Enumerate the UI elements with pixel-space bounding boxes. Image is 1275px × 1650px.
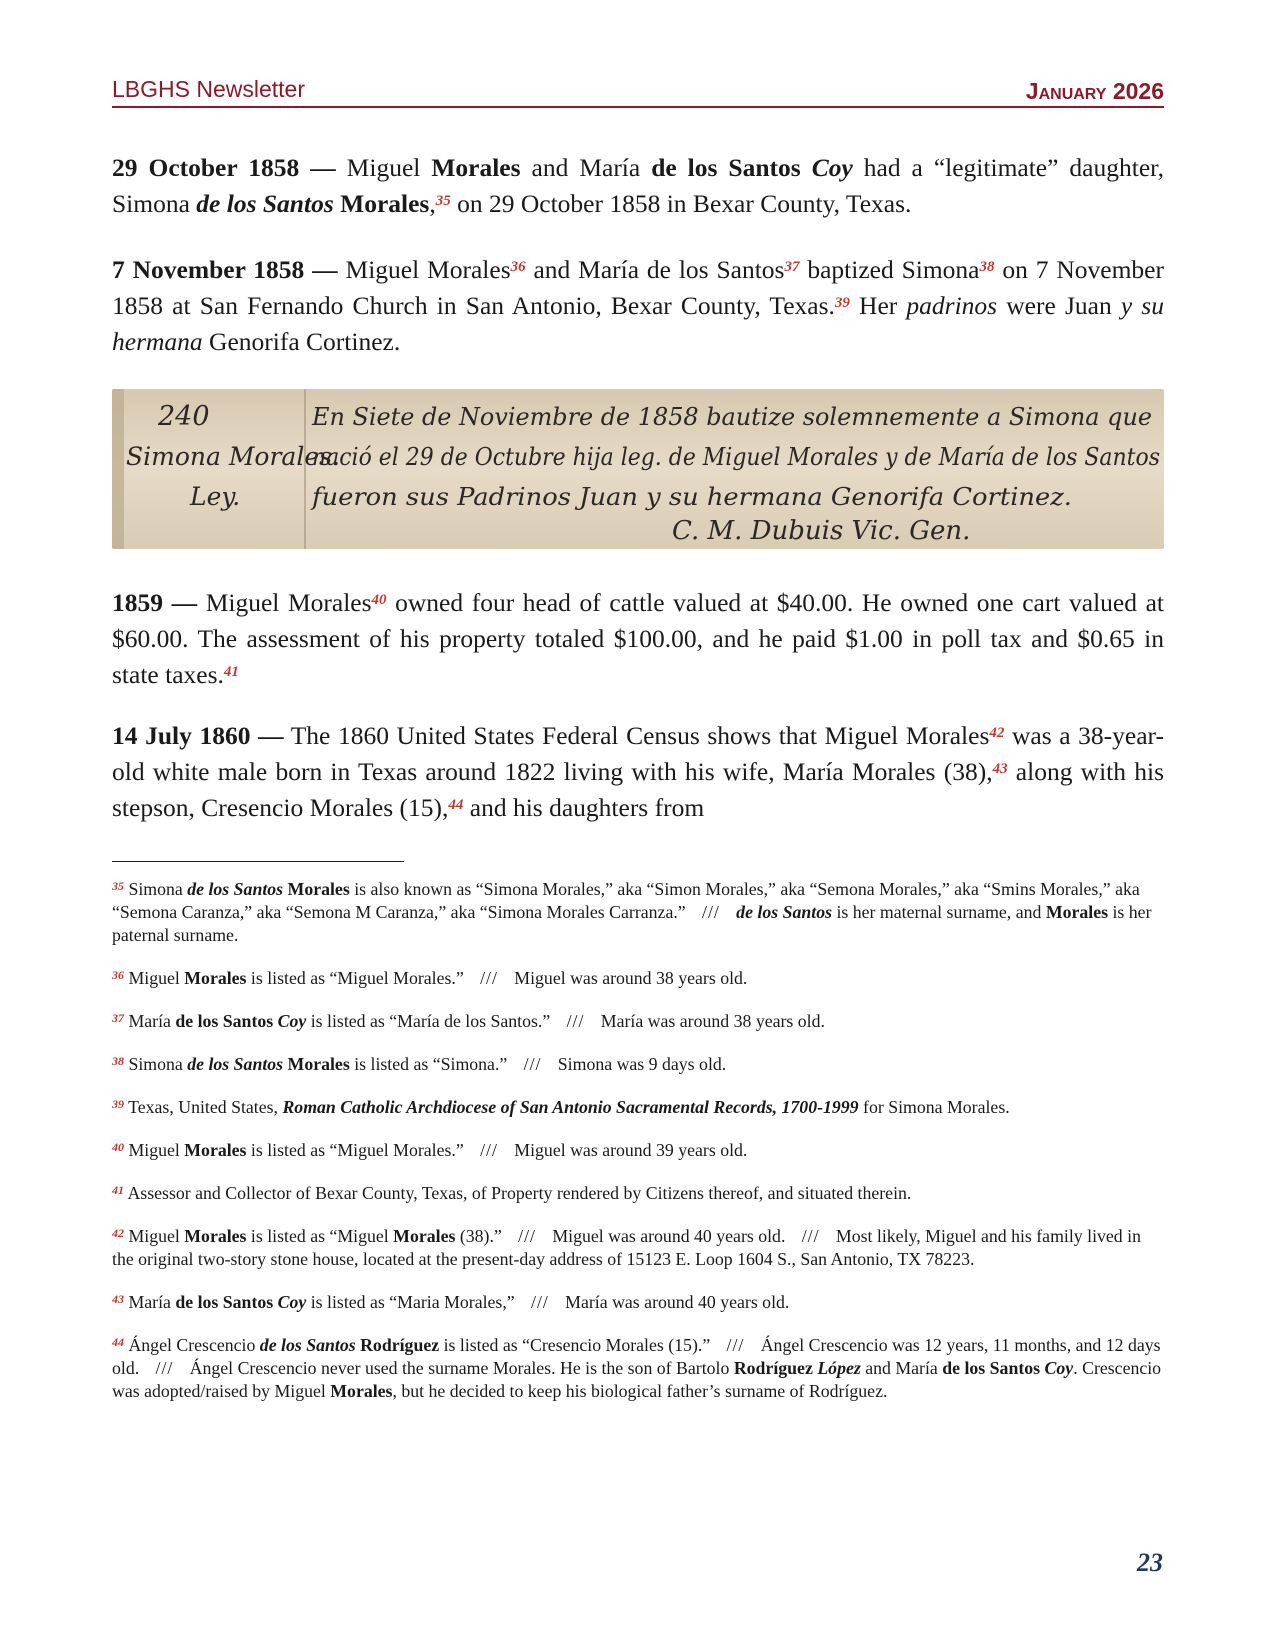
record-line: En Siete de Noviembre de 1858 bautize solemnemente a Simona que	[311, 403, 1152, 431]
entry-date: 7 November 1858 —	[112, 255, 338, 284]
footnote-ref[interactable]: 37	[784, 259, 800, 275]
entry-date: 1859 —	[112, 588, 198, 617]
record-line: nació el 29 de Octubre hija leg. de Miguel Morales y de María de los Santos	[312, 443, 1160, 471]
paragraph-1860-census: 14 July 1860 — The 1860 United States Federal Census shows that Miguel Morales$^{42}$ was a 38-year-old white male born in Texas around 1822 living with his wife, María Morales (38),$^{43}$ along with his stepson, Cresencio Morales (15),$^{44}$ and his daughters from	[112, 721, 1164, 822]
entry-date: 29 October 1858 —	[112, 153, 336, 182]
page-number: 23	[1137, 1548, 1163, 1577]
footnotes	[112, 878, 1164, 1423]
footnote-ref[interactable]: 35	[435, 193, 451, 209]
footnote-ref[interactable]: 38	[979, 259, 995, 275]
footnote-ref[interactable]: 36	[510, 259, 526, 275]
register-number: 240	[158, 401, 210, 432]
register-status: Ley.	[190, 482, 241, 511]
entry-date: 14 July 1860 —	[112, 721, 284, 750]
footnote-44: $^{44}$ Ángel Crescencio de los Santos Rodríguez is listed as “Cresencio Morales (15).” /// Ángel Crescencio was 12 years, 11 months, and 12 days old. /// Ángel Crescencio never used the surname Morales. He is the son of Bartolo Rodríguez López and María de los Santos Coy. Crescencio was adopted/raised by Miguel Morales, but he decided to keep his biological father’s surname of Rodríguez.	[112, 1335, 1162, 1401]
footnote-41: $^{41}$ Assessor and Collector of Bexar County, Texas, of Property rendered by Citizens thereof, and situated therein.	[112, 1183, 912, 1203]
priest-signature: C. M. Dubuis Vic. Gen.	[672, 516, 971, 546]
footnote-ref[interactable]: 42	[989, 725, 1005, 741]
footnote-43: $^{43}$ María de los Santos Coy is listed as “Maria Morales,” /// María was around 40 years old.	[112, 1292, 790, 1312]
issue-date: January 2026	[1025, 78, 1164, 104]
paragraph-1859: 1859 — Miguel Morales$^{40}$ owned four head of cattle valued at $40.00. He owned one cart valued at $60.00. The assessment of his property totaled $100.00, and he paid $1.00 in poll tax and $0.65 in state taxes.$^{41}$	[112, 588, 1164, 689]
paragraph-birth: 29 October 1858 — Miguel Morales and María de los Santos Coy had a “legitimate” daughter, Simona de los Santos Morales,$^{35}$ on 29 October 1858 in Bexar County, Texas.	[112, 153, 1164, 218]
footnote-ref[interactable]: 43	[992, 761, 1008, 777]
footnote-ref[interactable]: 40	[371, 592, 387, 608]
footnote-37: $^{37}$ María de los Santos Coy is listed as “María de los Santos.” /// María was around 38 years old.	[112, 1011, 825, 1031]
footnote-38: $^{38}$ Simona de los Santos Morales is listed as “Simona.” /// Simona was 9 days old.	[112, 1054, 727, 1074]
footnote-ref[interactable]: 44	[448, 797, 464, 813]
record-line: fueron sus Padrinos Juan y su hermana Genorifa Cortinez.	[309, 483, 1073, 511]
manuscript-scan	[112, 389, 1164, 549]
footnote-divider	[112, 861, 404, 862]
footnote-39: $^{39}$ Texas, United States, Roman Catholic Archdiocese of San Antonio Sacramental Records, 1700-1999 for Simona Morales.	[112, 1097, 1010, 1117]
footnote-40: $^{40}$ Miguel Morales is listed as “Miguel Morales.” /// Miguel was around 39 years old.	[112, 1140, 748, 1160]
footnote-36: $^{36}$ Miguel Morales is listed as “Miguel Morales.” /// Miguel was around 38 years old.	[112, 968, 748, 988]
footnote-ref[interactable]: 39	[834, 295, 850, 311]
newsletter-title: LBGHS Newsletter	[112, 76, 306, 102]
register-name: Simona Morales.	[126, 442, 340, 471]
page-header	[112, 74, 1164, 108]
baptism-record-image	[112, 389, 1164, 549]
footnote-35: $^{35}$ Simona de los Santos Morales is also known as “Simona Morales,” aka “Simon Morales,” aka “Semona Morales,” aka “Smins Morales,” aka “Semona Caranza,” aka “Semona M Caranza,” aka “Simona Morales Carranza.” /// de los Santos is her maternal surname, and Morales is her paternal surname.	[112, 879, 1152, 945]
footnote-ref[interactable]: 41	[223, 664, 239, 680]
paragraph-baptism: 7 November 1858 — Miguel Morales$^{36}$ and María de los Santos$^{37}$ baptized Simona$^{38}$ on 7 November 1858 at San Fernando Church in San Antonio, Bexar County, Texas.$^{39}$ Her padrinos were Juan y su hermana Genorifa Cortinez.	[112, 255, 1164, 356]
footnote-42: $^{42}$ Miguel Morales is listed as “Miguel Morales (38).” /// Miguel was around 40 years old. /// Most likely, Miguel and his family lived in the original two-story stone house, located at the present-day address of 15123 E. Loop 1604 S., San Antonio, TX 78223.	[112, 1226, 1141, 1269]
